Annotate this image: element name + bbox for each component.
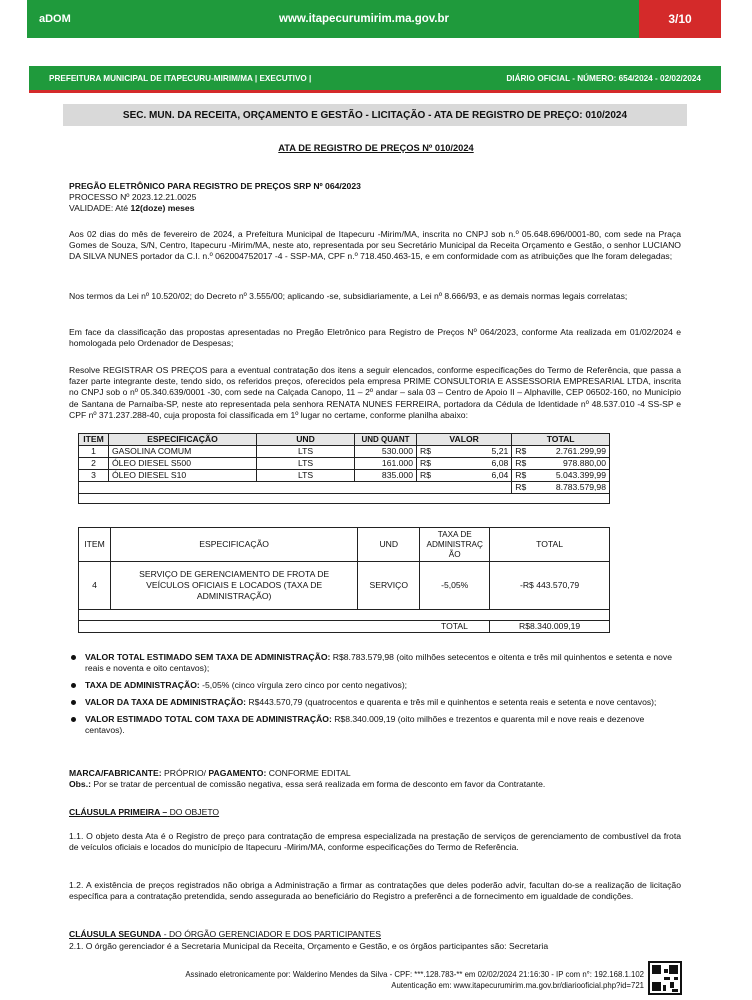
site-url[interactable]: www.itapecurumirim.ma.gov.br [279, 13, 449, 25]
cell-quant: 530.000 [355, 446, 417, 458]
section-title: SEC. MUN. DA RECEITA, ORÇAMENTO E GESTÃO - LICITAÇÃO - ATA DE REGISTRO DE PREÇO: 010/2024 [63, 104, 687, 126]
marca-block [69, 768, 681, 790]
page-indicator: 3/10 [639, 0, 721, 38]
cell-spec: ÓLEO DIESEL S500 [109, 458, 257, 470]
cell-total: 2.761.299,99 [535, 446, 610, 458]
validade-value: 12(doze) meses [130, 203, 195, 214]
fee-table [78, 527, 610, 633]
cell-taxa: -5,05% [420, 562, 490, 610]
cell-item: 3 [79, 470, 109, 482]
fee-header-row [79, 528, 610, 562]
item-label: VALOR TOTAL ESTIMADO SEM TAXA DE ADMINISTRAÇÃO: [85, 652, 331, 662]
values-list [69, 652, 681, 742]
col-item: ITEM [79, 528, 111, 562]
total-value: R$8.340.009,19 [490, 621, 610, 633]
col-valor: VALOR [417, 434, 512, 446]
validade-label: VALIDADE: Até [69, 203, 131, 214]
table-row [79, 446, 610, 458]
price-table [78, 433, 610, 504]
paragraph-1: Aos 02 dias do mês de fevereiro de 2024, a Prefeitura Municipal de Itapecuru -Mirim/MA, inscrita no CNPJ sob n.º 05.648.696/0001-80, com sede na Praça Gomes de Souza, S/N, Centro, Itapecuru -Mirim/MA, neste ato, representada por seu Secretário Municipal da Receita Orçamento e Gestão, o senhor LUCIANO DA SILVA NUNES portador da C.I. n.º 062004752017 -4 - SSP-MA, CPF n.º 718.450.463-15, e em conformidade com as atribuições que lhe foram delegadas; [69, 229, 681, 262]
process-info [69, 181, 681, 215]
col-und: UND [257, 434, 355, 446]
table-row [79, 458, 610, 470]
list-item [69, 680, 681, 691]
clausula-1-1: 1.1. O objeto desta Ata é o Registro de preço para contratação de empresa especializada na prestação de serviços de gerenciamento de combustível da frota de veículos oficiais e locados do município de Itapecuru -Mirim/MA, conforme especificações do Termo de Referência. [69, 831, 681, 853]
item-value: R$8.340.009,19 [331, 714, 396, 724]
list-item [69, 714, 681, 736]
sum-currency: R$ [512, 482, 535, 494]
clausula-2-1: 2.1. O órgão gerenciador é a Secretaria Municipal da Receita, Orçamento e Gestão, e os órgãos participantes são: Secretaria [69, 941, 549, 951]
fee-row [79, 562, 610, 610]
cell-und: LTS [257, 446, 355, 458]
col-total: TOTAL [512, 434, 610, 446]
cell-und: LTS [257, 470, 355, 482]
cell-spec: ÓLEO DIESEL S10 [109, 470, 257, 482]
signature-line: Assinado eletronicamente por: Walderino Mendes da Silva - CPF: ***.128.783-** em 02/02/2024 21:16:30 - IP com n°: 192.168.1.102 [185, 970, 644, 979]
col-spec: ESPECIFICAÇÃO [110, 528, 357, 562]
fee-blank-row [79, 610, 610, 621]
col-item: ITEM [79, 434, 109, 446]
item-label: TAXA DE ADMINISTRAÇÃO: [85, 680, 200, 690]
cell-total: 5.043.399,99 [535, 470, 610, 482]
clausula-subtitle: DO OBJETO [167, 807, 220, 817]
col-und: UND [358, 528, 420, 562]
top-bar [27, 0, 721, 38]
authentication-line[interactable]: Autenticação em: www.itapecurumirim.ma.gov.br/diariooficial.php?id=721 [391, 981, 644, 990]
cell-quant: 161.000 [355, 458, 417, 470]
cell-valor: 5,21 [457, 446, 511, 458]
sum-total: 8.783.579,98 [535, 482, 610, 494]
total-spacer [79, 621, 420, 633]
obs-value: Por se tratar de percentual de comissão negativa, essa será realizada em forma de desconto em favor da Contratante. [90, 779, 546, 790]
cell-valor: 6,04 [457, 470, 511, 482]
cell-spec: GASOLINA COMUM [109, 446, 257, 458]
cell-spec: SERVIÇO DE GERENCIAMENTO DE FROTA DE VEÍCULOS OFICIAIS E LOCADOS (TAXA DE ADMINISTRAÇÃO) [110, 562, 357, 610]
header-divider [29, 90, 721, 93]
sum-spacer [79, 482, 512, 494]
clausula-title: CLÁUSULA PRIMEIRA – [69, 807, 168, 817]
list-item [69, 652, 681, 674]
processo-line: PROCESSO Nº 2023.12.21.0025 [69, 192, 197, 203]
validade-line [69, 203, 681, 214]
marca-line [69, 768, 681, 779]
clausula-title: CLÁUSULA SEGUNDA [69, 929, 162, 939]
col-taxa: TAXA DE ADMINISTRAÇ ÃO [420, 528, 490, 562]
cell-quant: 835.000 [355, 470, 417, 482]
cell-item: 1 [79, 446, 109, 458]
fee-total-row [79, 621, 610, 633]
cell-currency: R$ [512, 470, 535, 482]
header-right: DIÁRIO OFICIAL - NÚMERO: 654/2024 - 02/02/2024 [506, 73, 701, 83]
gazette-header [29, 66, 721, 90]
cell-total: 978.880,00 [535, 458, 610, 470]
signature-footer [96, 969, 644, 991]
document-title: ATA DE REGISTRO DE PREÇOS Nº 010/2024 [278, 143, 474, 153]
col-quant: UND QUANT [355, 434, 417, 446]
cell-currency: R$ [417, 458, 458, 470]
obs-line [69, 779, 681, 790]
item-value: R$443.570,79 [246, 697, 303, 707]
item-text: (oito milhões setecentos e oitenta e três mil quinhentos e setenta e nove reais e noventa e oito centavos); [85, 652, 672, 673]
item-text: (cinco vírgula zero cinco por cento negativos); [229, 680, 408, 690]
blank-cell [79, 610, 610, 621]
col-spec: ESPECIFICAÇÃO [109, 434, 257, 446]
item-text: (oito milhões e trezentos e quarenta mil e nove reais e dezenove centavos). [85, 714, 645, 735]
cell-currency: R$ [512, 446, 535, 458]
list-item [69, 697, 681, 708]
paragraph-4: Resolve REGISTRAR OS PREÇOS para a eventual contratação dos itens a seguir elencados, conforme especificações do Termo de Referência, que passa a fazer parte integrante deste, tendo sido, os referidos preços, oferecidos pela empresa PRIME CONSULTORIA E ASSESSORIA EMPRESARIAL LTDA, inscrita no CNPJ sob o nº 05.340.639/0001 -30, com sede na Calçada Canopo, 11 – 2º andar – sala 03 – Centro de Apoio II – Alphaville, CEP 06502-160, no Município de Santana de Parnaíba-SP, neste ato representada pela senhora RENATA NUNES FERREIRA, portadora da Cédula de Identidade nº 48.537.010 -4 SS-SP e CPF nº 371.237.288-40, cuja proposta foi classificada em 1º lugar no certame, conforme planilha abaixo: [69, 365, 681, 420]
table-row [79, 470, 610, 482]
item-value: -5,05% [199, 680, 230, 690]
paragraph-3: Em face da classificação das propostas apresentadas no Pregão Eletrônico para Registro de Preços Nº 064/2023, conforme Ata realizada em 01/02/2024 e homologada pelo Ordenador de Despesas; [69, 327, 681, 349]
cell-total: -R$ 443.570,79 [490, 562, 610, 610]
header-left: PREFEITURA MUNICIPAL DE ITAPECURU-MIRIM/MA | EXECUTIVO | [49, 73, 312, 83]
item-label: VALOR DA TAXA DE ADMINISTRAÇÃO: [85, 697, 247, 707]
cell-und: LTS [257, 458, 355, 470]
brand: aDOM [39, 13, 71, 25]
marca-label: MARCA/FABRICANTE: [69, 768, 162, 778]
cell-item: 2 [79, 458, 109, 470]
pagamento-value: CONFORME EDITAL [266, 768, 351, 778]
item-value: R$8.783.579,98 [330, 652, 394, 662]
table-blank-row [79, 494, 610, 504]
qr-code [648, 961, 682, 995]
cell-currency: R$ [417, 470, 458, 482]
pagamento-label: PAGAMENTO: [208, 768, 267, 778]
blank-cell [79, 494, 610, 504]
pregao-line: PREGÃO ELETRÔNICO PARA REGISTRO DE PREÇOS SRP Nº 064/2023 [69, 181, 361, 191]
cell-currency: R$ [512, 458, 535, 470]
clausula-subtitle: - DO ÓRGÃO GERENCIADOR E DOS PARTICIPANTES [161, 929, 381, 939]
col-total: TOTAL [490, 528, 610, 562]
paragraph-2: Nos termos da Lei nº 10.520/02; do Decreto nº 3.555/00; aplicando -se, subsidiariamente, a Lei nº 8.666/93, e as demais normas legais correlatas; [69, 291, 628, 301]
cell-currency: R$ [417, 446, 458, 458]
table-header-row [79, 434, 610, 446]
item-label: VALOR ESTIMADO TOTAL COM TAXA DE ADMINISTRAÇÃO: [85, 714, 332, 724]
cell-item: 4 [79, 562, 111, 610]
cell-valor: 6,08 [457, 458, 511, 470]
item-text: (quatrocentos e quarenta e três mil e quinhentos e setenta reais e setenta e nove centavos); [302, 697, 657, 707]
clausula-2-heading [69, 929, 681, 940]
marca-value: PRÓPRIO/ [161, 768, 209, 778]
obs-label: Obs.: [69, 779, 91, 790]
cell-und: SERVIÇO [358, 562, 420, 610]
total-label: TOTAL [420, 621, 490, 633]
clausula-1-heading [69, 807, 681, 818]
table-sum-row [79, 482, 610, 494]
clausula-1-2: 1.2. A existência de preços registrados não obriga a Administração a firmar as contratações que deles poderão advir, facultan do-se a realização de licitação específica para a contratação pretendida, sendo assegurada ao beneficiário do Registro a preferênci a de fornecimento em igualdade de condições. [69, 880, 681, 902]
